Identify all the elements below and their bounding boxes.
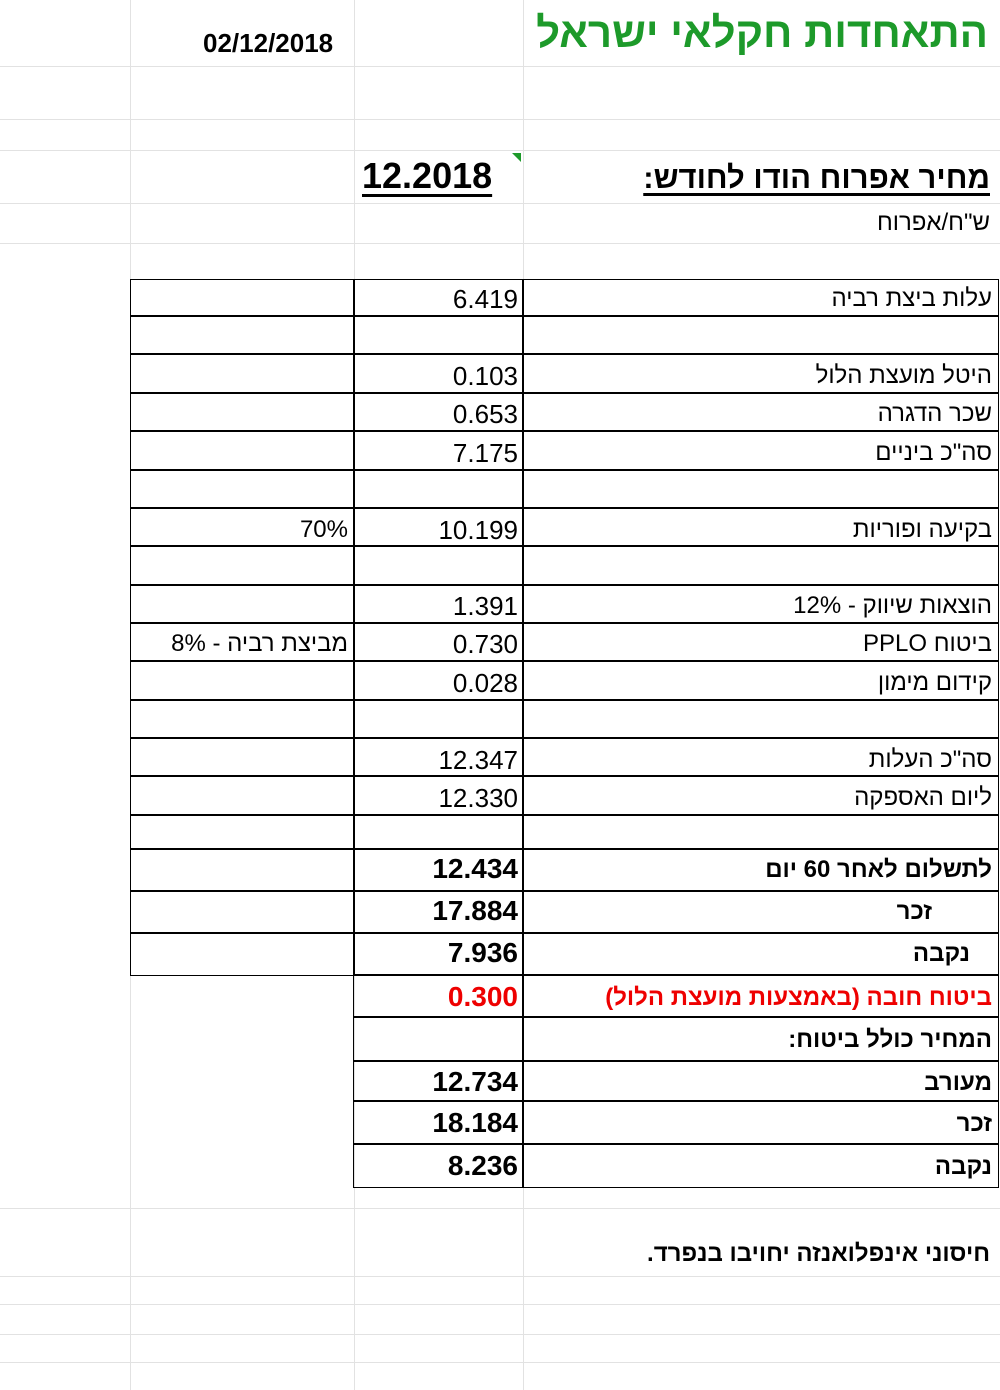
row-value: 0.103 [452, 361, 518, 391]
row-value: 17.884 [432, 895, 518, 926]
organization-title: התאחדות חקלאי ישראל [536, 9, 988, 56]
row-label: ליום האספקה [854, 784, 992, 811]
row-note: 70% [299, 516, 348, 543]
report-date: 02/12/2018 [203, 28, 334, 58]
row-label: הוצאות שיווק - 12% [793, 592, 992, 619]
insured-value: 18.184 [432, 1107, 518, 1138]
price-title: מחיר אפרוח הודו לחודש: [643, 160, 990, 195]
row-value: 12.330 [438, 783, 518, 813]
row-note: מביצת רביה - 8% [171, 630, 348, 657]
row-label: לתשלום לאחר 60 יום [765, 856, 992, 883]
period: 12.2018 [362, 155, 493, 196]
footnote: חיסוני אינפלואנזה יחויבו בנפרד. [647, 1240, 990, 1267]
row-value: 0.300 [447, 981, 518, 1012]
row-label: סה"כ העלות [868, 746, 992, 773]
insured-label: זכר [956, 1110, 992, 1137]
row-value: 6.419 [452, 284, 518, 314]
row-value: 7.175 [452, 438, 518, 468]
insured-label: מעורב [924, 1069, 992, 1096]
insured-value: 12.734 [432, 1066, 518, 1097]
row-label: ביטוח PPLO [863, 630, 992, 657]
insured-heading: המחיר כולל ביטוח: [788, 1026, 992, 1053]
row-value: 0.653 [452, 399, 518, 429]
row-label: שכר הדגרה [877, 400, 992, 427]
insured-value: 8.236 [447, 1150, 518, 1181]
unit-label: ש"ח/אפרוח [876, 209, 990, 236]
cell-comment-marker [512, 153, 521, 162]
insured-label: נקבה [934, 1153, 992, 1180]
row-label: קידום מימון [877, 669, 992, 696]
row-label: זכר [896, 898, 932, 925]
row-value: 0.730 [452, 629, 518, 659]
row-value: 12.434 [432, 853, 518, 884]
row-label: סה"כ ביניים [875, 439, 992, 466]
row-value: 7.936 [447, 937, 518, 968]
row-value: 12.347 [438, 745, 518, 775]
row-value: 0.028 [452, 668, 518, 698]
row-label: בקיעה ופוריות [852, 516, 992, 543]
row-label: נקבה [912, 940, 970, 967]
row-value: 1.391 [452, 591, 518, 621]
row-value: 10.199 [438, 515, 518, 545]
row-label: היטל מועצת הלול [815, 362, 992, 389]
row-label: ביטוח חובה (באמצעות מועצת הלול) [605, 984, 992, 1011]
row-label: עלות ביצת רביה [831, 285, 992, 312]
